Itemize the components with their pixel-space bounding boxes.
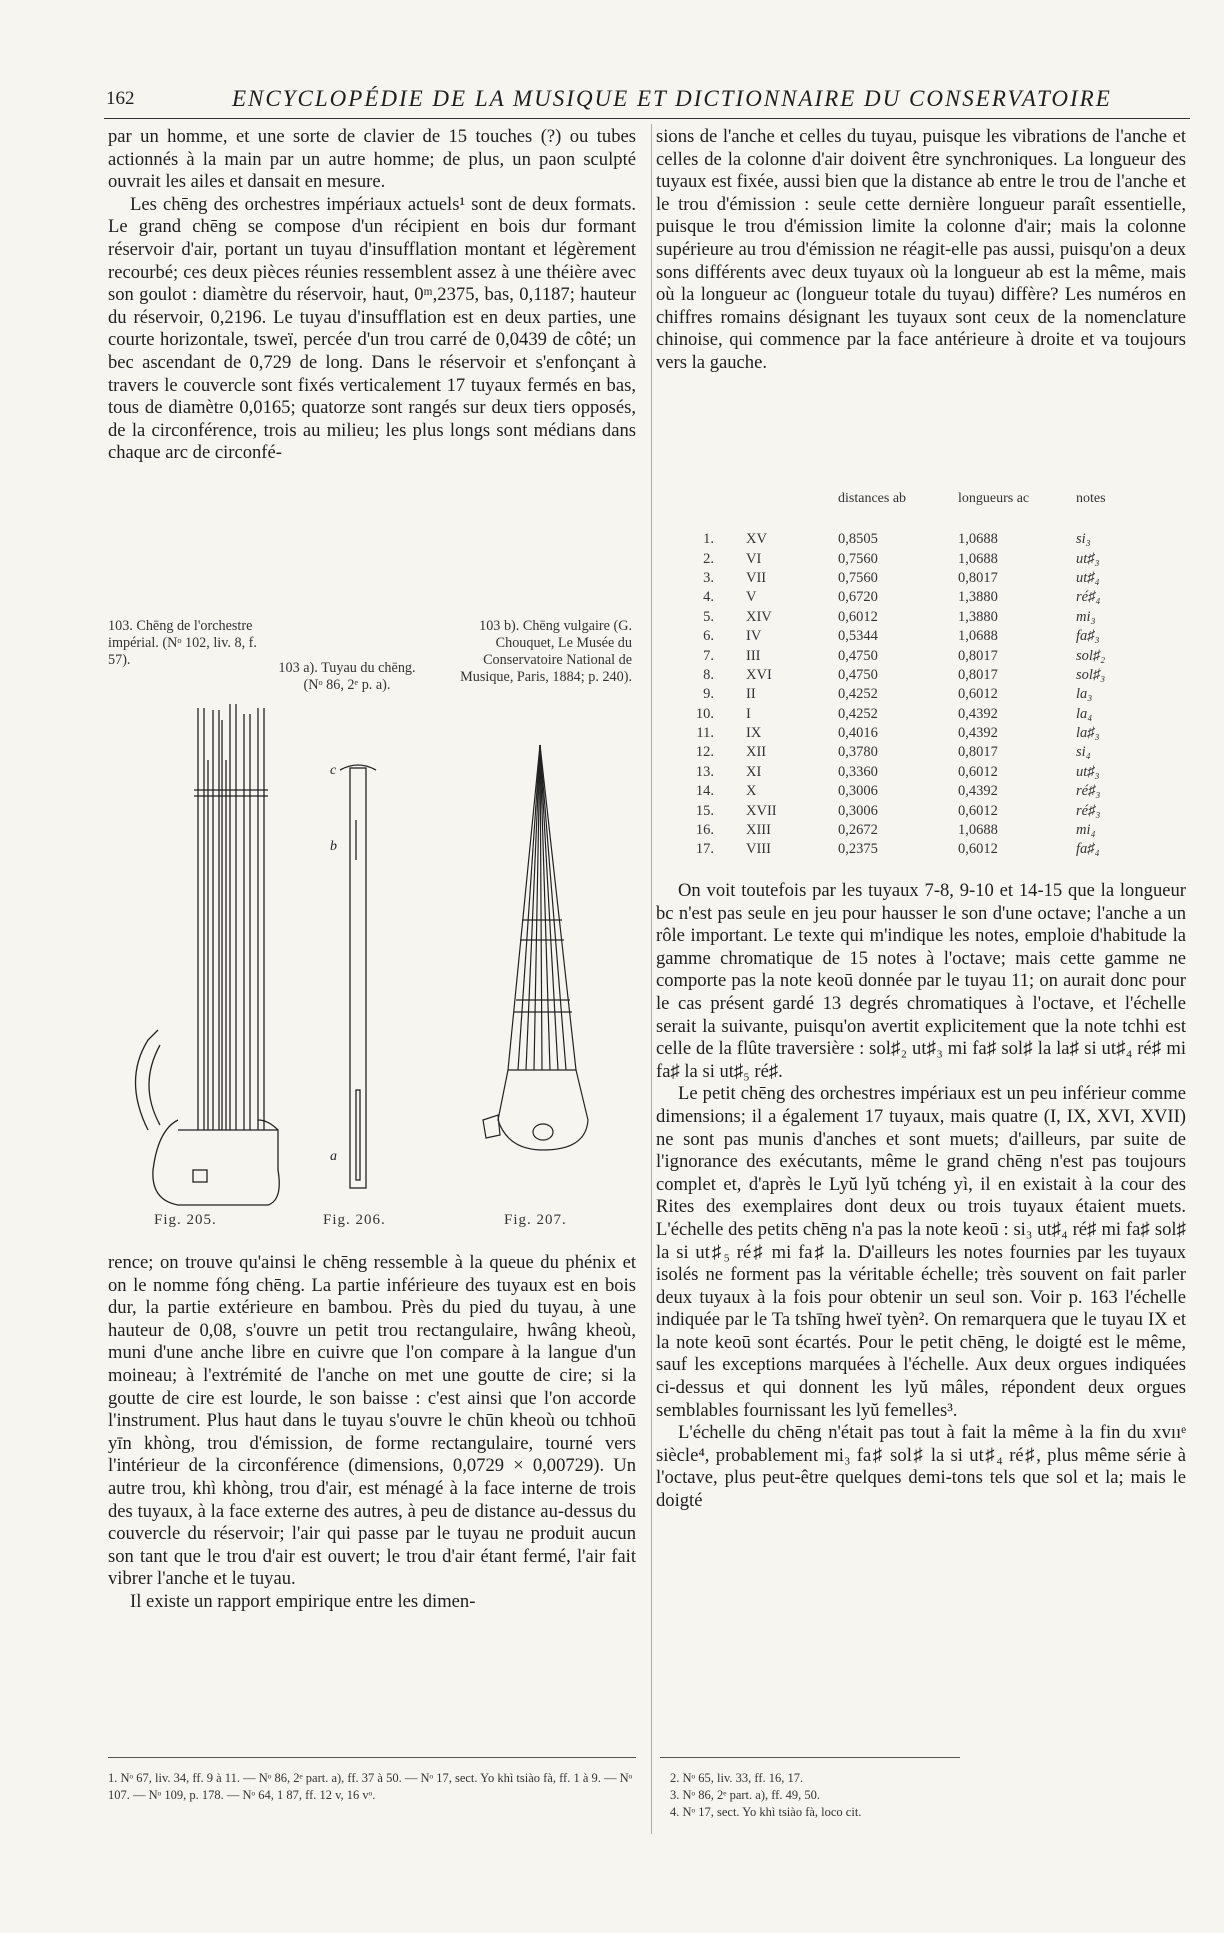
table-row bbox=[688, 743, 1148, 762]
length-ac-cell: 1,0688 bbox=[958, 531, 998, 548]
note-cell: ut♯₃ bbox=[1076, 763, 1100, 780]
note-cell: si₄ bbox=[1076, 744, 1091, 761]
pipe-number-cell: II bbox=[746, 686, 756, 703]
footnote-3: 3. Nᵒ 86, 2ᵉ part. a), ff. 49, 50. bbox=[670, 1788, 820, 1802]
pipe-number-cell: I bbox=[746, 705, 751, 722]
distance-ab-cell: 0,3006 bbox=[838, 802, 878, 819]
length-ac-cell: 0,8017 bbox=[958, 569, 998, 586]
table-header: notes bbox=[1076, 491, 1106, 506]
row-number-cell: 7. bbox=[703, 647, 714, 664]
paragraph: L'échelle du chēng n'était pas tout à fait la même à la fin du xvııᵉ siècle⁴, probablement mi₃ fa♯ sol♯ la si ut♯₄ ré♯, plus même série à l'octave, plus peut-être quelques demi-tons tels que sol et la; mais le doigté bbox=[656, 1422, 1186, 1512]
table-row bbox=[688, 821, 1148, 840]
table-header bbox=[688, 490, 746, 530]
label-b: b bbox=[330, 839, 337, 854]
figure-caption-205: 103. Chēng de l'orchestre impérial. (Nᵒ 102, liv. 8, f. 57). bbox=[108, 618, 257, 668]
sheng-pipe-drawing bbox=[326, 760, 386, 1200]
running-title: ENCYCLOPÉDIE DE LA MUSIQUE ET DICTIONNAIRE DU CONSERVATOIRE bbox=[232, 86, 1112, 111]
pipe-table bbox=[688, 490, 1148, 860]
note-cell: la♯₃ bbox=[1076, 725, 1100, 742]
table-row bbox=[688, 530, 1148, 549]
table-row bbox=[688, 627, 1148, 646]
footnote-rule bbox=[660, 1757, 960, 1758]
length-ac-cell: 1,3880 bbox=[958, 608, 998, 625]
label-a: a bbox=[330, 1149, 337, 1164]
row-number-cell: 11. bbox=[696, 725, 714, 742]
right-column-bottom bbox=[656, 880, 1186, 1513]
pipe-number-cell: XIV bbox=[746, 608, 772, 625]
table-row bbox=[688, 646, 1148, 665]
footnotes-right bbox=[670, 1770, 1170, 1821]
paragraph: par un homme, et une sorte de clavier de 15 touches (?) ou tubes actionnés à la main par un autre homme; de plus, un paon sculpté ouvrait les ailes et dansait en mesure. bbox=[108, 126, 636, 193]
note-cell: ré♯₃ bbox=[1076, 783, 1101, 800]
distance-ab-cell: 0,2672 bbox=[838, 822, 878, 839]
distance-ab-cell: 0,8505 bbox=[838, 531, 878, 548]
note-cell: si₃ bbox=[1076, 531, 1091, 548]
pipe-number-cell: IX bbox=[746, 725, 762, 742]
page-number: 162 bbox=[106, 88, 135, 109]
table-row bbox=[688, 549, 1148, 568]
table-row bbox=[688, 763, 1148, 782]
table-row bbox=[688, 588, 1148, 607]
length-ac-cell: 1,3880 bbox=[958, 589, 998, 606]
distance-ab-cell: 0,4252 bbox=[838, 686, 878, 703]
note-cell: sol♯₂ bbox=[1076, 647, 1106, 664]
sheng-vulgaire-drawing bbox=[478, 740, 608, 1220]
note-cell: mi₄ bbox=[1076, 822, 1096, 839]
row-number-cell: 1. bbox=[703, 531, 714, 548]
distance-ab-cell: 0,4750 bbox=[838, 647, 878, 664]
pipe-number-cell: XVII bbox=[746, 802, 777, 819]
note-cell: la₃ bbox=[1076, 686, 1093, 703]
table-row bbox=[688, 608, 1148, 627]
length-ac-cell: 1,0688 bbox=[958, 628, 998, 645]
note-cell: fa♯₄ bbox=[1076, 841, 1100, 858]
figure-label-207: Fig. 207. bbox=[504, 1212, 567, 1228]
pipe-number-cell: VI bbox=[746, 550, 762, 567]
footnote-2: 2. Nᵒ 65, liv. 33, ff. 16, 17. bbox=[670, 1771, 804, 1785]
paragraph: On voit toutefois par les tuyaux 7-8, 9-10 et 14-15 que la longueur bc n'est pas seule en jeu pour hausser le son d'une octave; l'anche a un rôle important. Le texte qui m'indique les notes, emploie d'habitude la gamme chromatique de 15 notes à l'octave; mais cette gamme ne comporte pas la note keoū donnée par le tuyau 11; on aurait donc pour le cas présent gardé 13 degrés chromatiques à l'octave, et l'échelle serait la suivante, puisqu'on avertit explicitement que la note tchhi est celle de la flûte traversière : sol♯₂ ut♯₃ mi fa♯ sol♯ la la♯ si ut♯₄ ré♯ mi fa♯ la si ut♯₅ ré♯. bbox=[656, 880, 1186, 1082]
distance-ab-cell: 0,5344 bbox=[838, 628, 878, 645]
sheng-imperial-drawing bbox=[118, 700, 288, 1220]
header-rule bbox=[104, 118, 1190, 119]
pipe-number-cell: XII bbox=[746, 744, 767, 761]
note-cell: ré♯₄ bbox=[1076, 589, 1101, 606]
table-header bbox=[746, 490, 838, 530]
note-cell: fa♯₃ bbox=[1076, 628, 1100, 645]
distance-ab-cell: 0,4252 bbox=[838, 705, 878, 722]
row-number-cell: 10. bbox=[695, 705, 714, 722]
note-cell: sol♯₃ bbox=[1076, 666, 1106, 683]
length-ac-cell: 1,0688 bbox=[958, 550, 998, 567]
right-column-top bbox=[656, 126, 1186, 375]
row-number-cell: 3. bbox=[703, 569, 714, 586]
length-ac-cell: 0,4392 bbox=[958, 725, 998, 742]
pipe-number-cell: XI bbox=[746, 763, 762, 780]
note-cell: la₄ bbox=[1076, 705, 1093, 722]
row-number-cell: 6. bbox=[703, 628, 714, 645]
note-cell: ut♯₄ bbox=[1076, 569, 1100, 586]
length-ac-cell: 0,8017 bbox=[958, 744, 998, 761]
table-row bbox=[688, 840, 1148, 859]
row-number-cell: 8. bbox=[703, 666, 714, 683]
pipe-number-cell: X bbox=[746, 783, 757, 800]
row-number-cell: 9. bbox=[703, 686, 714, 703]
pipe-number-cell: XVI bbox=[746, 666, 772, 683]
pipe-number-cell: VIII bbox=[746, 841, 771, 858]
pipe-number-cell: VII bbox=[746, 569, 767, 586]
left-column-top bbox=[108, 126, 636, 465]
distance-ab-cell: 0,4016 bbox=[838, 725, 878, 742]
distance-ab-cell: 0,2375 bbox=[838, 841, 878, 858]
table-row bbox=[688, 724, 1148, 743]
length-ac-cell: 0,6012 bbox=[958, 841, 998, 858]
pipe-number-cell: IV bbox=[746, 628, 762, 645]
row-number-cell: 14. bbox=[695, 783, 714, 800]
distance-ab-cell: 0,3360 bbox=[838, 763, 878, 780]
pipe-number-cell: XIII bbox=[746, 822, 771, 839]
row-number-cell: 17. bbox=[695, 841, 714, 858]
row-number-cell: 16. bbox=[695, 822, 714, 839]
length-ac-cell: 0,6012 bbox=[958, 802, 998, 819]
length-ac-cell: 1,0688 bbox=[958, 822, 998, 839]
paragraph: sions de l'anche et celles du tuyau, puisque les vibrations de l'anche et celles de la colonne d'air doivent être synchroniques. La longueur des tuyaux est fixée, aussi bien que la distance ab entre le trou de l'anche et le trou d'émission : seule cette dernière longueur paraît essentielle, puisque le trou d'émission limite la colonne d'air; mais la colonne supérieure au trou d'émission ne réagit-elle pas aussi, puisqu'on a deux sons différents avec deux tuyaux où la longueur ab est la même, mais où la longueur ac (longueur totale du tuyau) diffère? Les numéros en chiffres romains désignant les tuyaux sont ceux de la nomenclature chinoise, qui commence par la face antérieure à droite et va toujours vers la gauche. bbox=[656, 126, 1186, 373]
table-row bbox=[688, 685, 1148, 704]
paragraph: Le petit chēng des orchestres impériaux est un peu inférieur comme dimensions; il a également 17 tuyaux, mais quatre (I, IX, XVI, XVII) ne sont pas munis d'anches et sont muets; d'ailleurs, par suite de l'ignorance des exécutants, même le grand chēng n'est pas toujours complet et, d'après le Lyŭ lyŭ tchéng yì, il en existait à la cour des Rites des exemplaires dont deux ou trois tuyaux étaient muets. L'échelle des petits chēng n'a pas la note keoū : si₃ ut♯₄ ré♯ mi fa♯ sol♯ la si ut♯₅ ré♯ mi fa♯ la. D'ailleurs les notes fournies par les tuyaux isolés ne forment pas la véritable échelle; très souvent on fait parler deux tuyaux à la fois pour obtenir un seul son. Voir p. 163 l'échelle indiquée par le Ta tshīng hweï tyèn². On remarquera que le tuyau IX et la note keoū sont écartés. Pour le petit chēng, le doigté est le même, sauf les exceptions marquées à l'échelle. Aux deux orgues indiquées ci-dessus et qui donnent les lyŭ mâles, répondent deux orgues semblables fournissant les lyŭ femelles³. bbox=[656, 1083, 1186, 1421]
row-number-cell: 2. bbox=[703, 550, 714, 567]
table-header-row bbox=[688, 490, 1148, 530]
left-column-bottom bbox=[108, 1252, 636, 1614]
figure-label-205: Fig. 205. bbox=[154, 1212, 217, 1228]
row-number-cell: 13. bbox=[695, 763, 714, 780]
figure-caption-206: 103 a). Tuyau du chēng. (Nᵒ 86, 2ᵉ p. a). bbox=[278, 660, 416, 693]
table-header: longueurs ac bbox=[958, 491, 1030, 506]
pipe-number-cell: V bbox=[746, 589, 757, 606]
distance-ab-cell: 0,6012 bbox=[838, 608, 878, 625]
figure-label-206: Fig. 206. bbox=[323, 1212, 386, 1228]
length-ac-cell: 0,8017 bbox=[958, 647, 998, 664]
table-row bbox=[688, 666, 1148, 685]
distance-ab-cell: 0,3006 bbox=[838, 783, 878, 800]
distance-ab-cell: 0,7560 bbox=[838, 569, 878, 586]
paragraph: rence; on trouve qu'ainsi le chēng ressemble à la queue du phénix et on le nomme fóng chēng. La partie inférieure des tuyaux est en bois dur, la partie extérieure en bambou. Près du pied du tuyau, à une hauteur de 0,08, s'ouvre un petit trou rectangulaire, hwâng kheoù, muni d'une anche libre en cuivre que l'on compare à la langue d'un moineau; à l'extrémité de l'anche on met une goutte de cire; si la goutte de cire est lourde, le son baisse : c'est ainsi que l'on accorde l'instrument. Plus haut dans le tuyau s'ouvre le chūn kheoù ou tchhoū yīn khòng, trou d'émission, de forme rectangulaire, tourné vers l'intérieur de la circonférence (dimensions, 0,0729 × 0,00729). Un autre trou, khì khòng, trou d'air, est ménagé à la face interne de trois des tuyaux, à la face externe des autres, à peu de distance au-dessus du couvercle du réservoir; l'air qui passe par le tuyau ne produit aucun son tant que le trou d'air est ouvert; le trou d'air étant fermé, l'air fait vibrer l'anche et le tuyau. bbox=[108, 1252, 636, 1590]
table-row bbox=[688, 569, 1148, 588]
note-cell: mi₃ bbox=[1076, 608, 1096, 625]
pipe-number-cell: III bbox=[746, 647, 761, 664]
label-c: c bbox=[330, 763, 337, 778]
footnote-rule bbox=[108, 1757, 636, 1758]
pipe-number-cell: XV bbox=[746, 531, 767, 548]
table-row bbox=[688, 782, 1148, 801]
note-cell: ré♯₃ bbox=[1076, 802, 1101, 819]
distance-ab-cell: 0,3780 bbox=[838, 744, 878, 761]
row-number-cell: 15. bbox=[695, 802, 714, 819]
paragraph: Il existe un rapport empirique entre les dimen- bbox=[130, 1590, 476, 1612]
column-separator bbox=[651, 124, 652, 1834]
paragraph: Les chēng des orchestres impériaux actuels¹ sont de deux formats. Le grand chēng se compose d'un récipient en bois dur formant réservoir d'air, portant un tuyau d'insufflation montant et légèrement recourbé; ces deux pièces réunies ressemblent assez à une théière avec son goulot : diamètre du réservoir, haut, 0ᵐ,2375, bas, 0,1187; hauteur du réservoir, 0,2196. Le tuyau d'insufflation est en deux parties, une courte horizontale, tsweï, percée d'un trou carré de 0,0439 de côté; un bec ascendant de 0,729 de long. Dans le réservoir et s'enfonçant à travers le couvercle sont fixés verticalement 17 tuyaux fermés en bas, tous de diamètre 0,0165; quatorze sont rangés sur deux tiers opposés, de la circonférence, trois au milieu; les plus longs sont médians dans chaque arc de circonfé- bbox=[108, 193, 636, 464]
distance-ab-cell: 0,4750 bbox=[838, 666, 878, 683]
distance-ab-cell: 0,6720 bbox=[838, 589, 878, 606]
distance-ab-cell: 0,7560 bbox=[838, 550, 878, 567]
footnote-1: 1. Nᵒ 67, liv. 34, ff. 9 à 11. — Nᵒ 86, 2ᵉ part. a), ff. 37 à 50. — Nᵒ 17, sect. Yo khì tsiào fà, ff. 1 à 9. — Nᵒ 107. — Nᵒ 109, p. 178. — Nᵒ 64, 1 87, ff. 12 v, 16 vᵒ. bbox=[108, 1771, 633, 1802]
figure-caption-207: 103 b). Chēng vulgaire (G. Chouquet, Le Musée du Conservatoire National de Musique, Paris, 1884; p. 240). bbox=[460, 618, 632, 685]
row-number-cell: 4. bbox=[703, 589, 714, 606]
table-header: distances ab bbox=[838, 491, 907, 506]
length-ac-cell: 0,4392 bbox=[958, 705, 998, 722]
row-number-cell: 5. bbox=[703, 608, 714, 625]
row-number-cell: 12. bbox=[695, 744, 714, 761]
footnote-4: 4. Nᵒ 17, sect. Yo khì tsiào fà, loco cit. bbox=[670, 1805, 862, 1819]
table-row bbox=[688, 801, 1148, 820]
length-ac-cell: 0,8017 bbox=[958, 666, 998, 683]
length-ac-cell: 0,4392 bbox=[958, 783, 998, 800]
table-row bbox=[688, 705, 1148, 724]
note-cell: ut♯₃ bbox=[1076, 550, 1100, 567]
length-ac-cell: 0,6012 bbox=[958, 763, 998, 780]
running-header bbox=[104, 84, 1184, 116]
length-ac-cell: 0,6012 bbox=[958, 686, 998, 703]
